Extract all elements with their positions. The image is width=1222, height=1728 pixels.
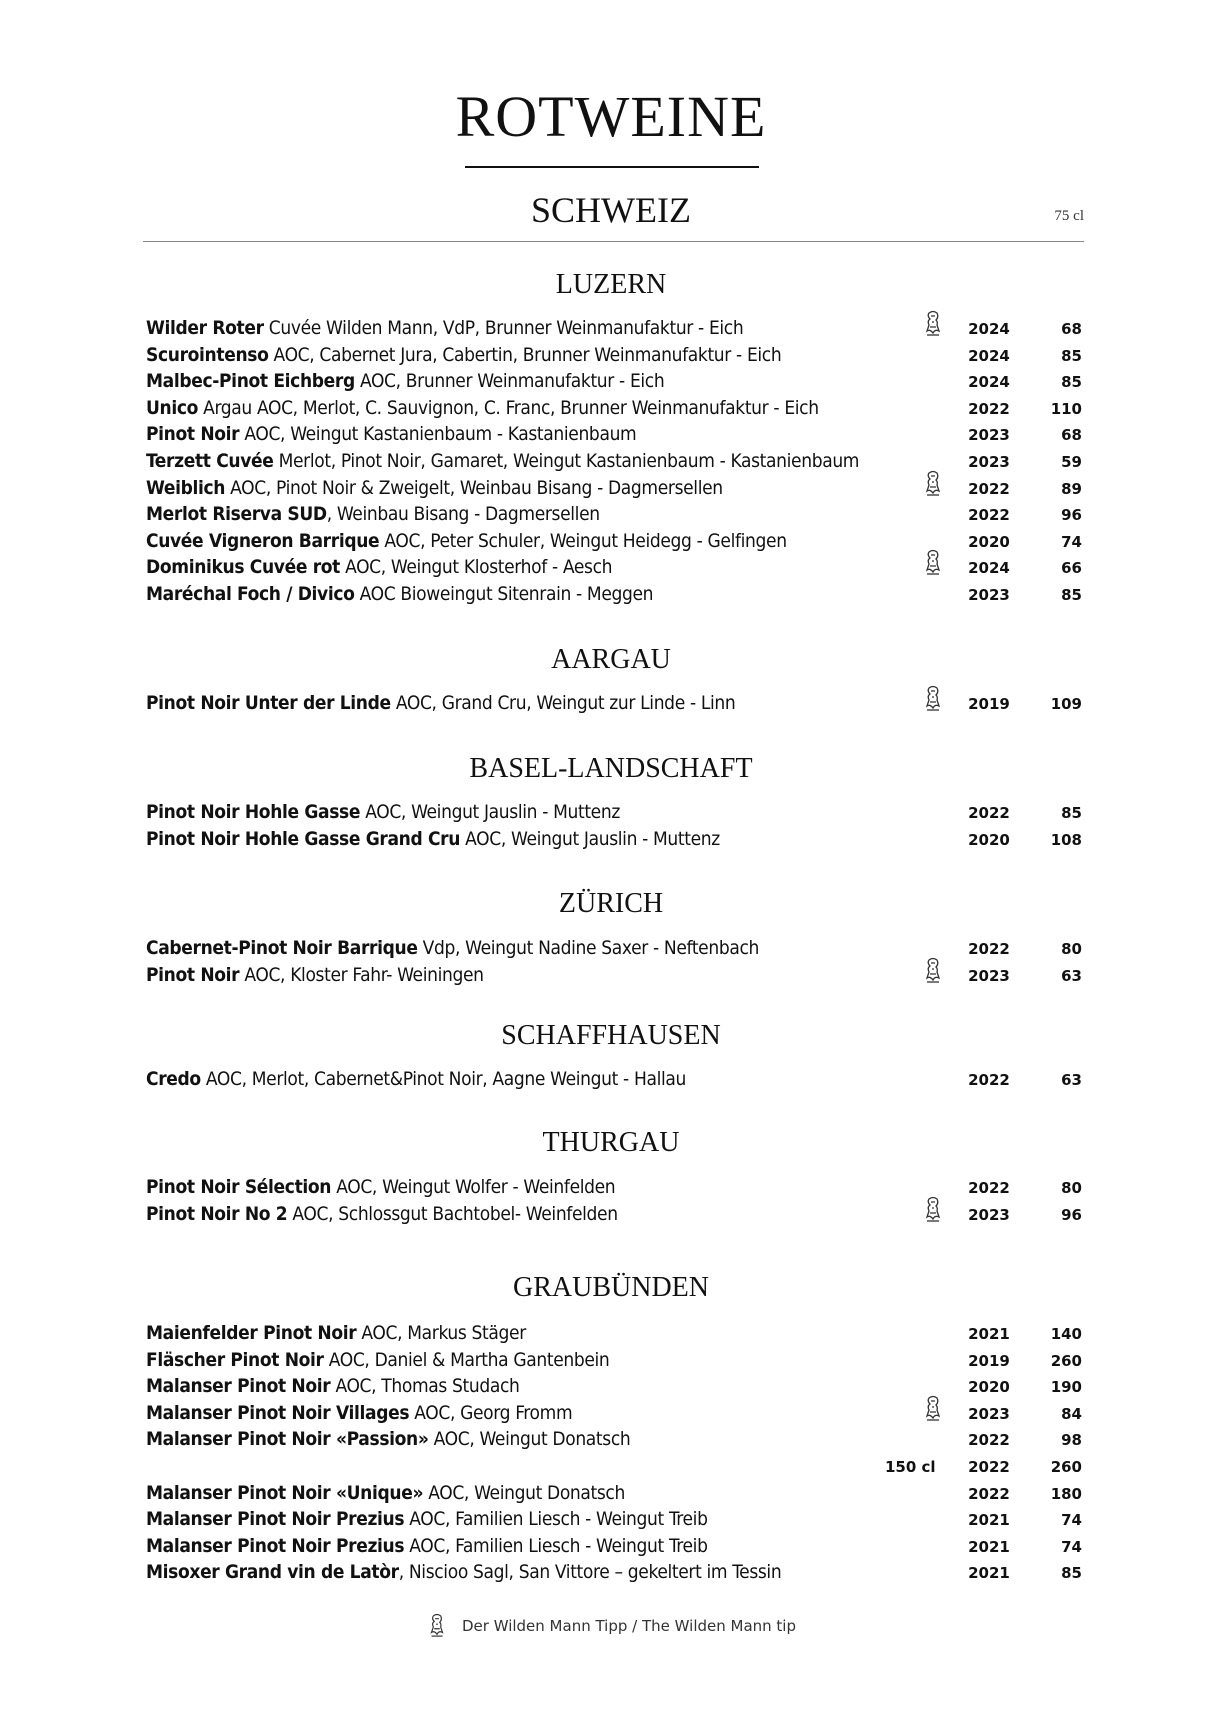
wine-name: Pinot Noir — [146, 964, 240, 986]
wine-row — [0, 1480, 1222, 1506]
wine-name: Malbec-Pinot Eichberg — [146, 370, 355, 392]
wine-price: 85 — [1061, 804, 1082, 822]
wine-description — [146, 1400, 572, 1426]
wine-vintage: 2024 — [968, 320, 1010, 338]
wine-name: Merlot Riserva SUD — [146, 503, 327, 525]
wine-row — [0, 1453, 1222, 1479]
wine-vintage: 2024 — [968, 559, 1010, 577]
wine-row — [0, 1533, 1222, 1559]
wine-price: 190 — [1050, 1378, 1082, 1396]
wine-row — [0, 826, 1222, 852]
wine-name: Wilder Roter — [146, 317, 264, 339]
wine-details: AOC, Weingut Jauslin - Muttenz — [460, 828, 720, 850]
wilden-mann-tip-icon — [921, 684, 945, 714]
wine-name: Pinot Noir Hohle Gasse — [146, 801, 361, 823]
wine-row — [0, 799, 1222, 825]
wine-name: Fläscher Pinot Noir — [146, 1349, 324, 1371]
wine-price: 63 — [1061, 967, 1082, 985]
wine-name: Pinot Noir — [146, 423, 240, 445]
wine-row — [0, 1174, 1222, 1200]
wine-price: 74 — [1061, 1511, 1082, 1529]
wine-name: Pinot Noir Unter der Linde — [146, 692, 391, 714]
title-divider — [465, 166, 759, 168]
wine-row — [0, 1066, 1222, 1092]
wine-name: Pinot Noir Sélection — [146, 1176, 332, 1198]
wine-price: 84 — [1061, 1405, 1082, 1423]
wine-vintage: 2023 — [968, 586, 1010, 604]
wine-details: AOC, Weingut Jauslin - Muttenz — [360, 801, 620, 823]
wine-row — [0, 1347, 1222, 1373]
wine-details: AOC, Schlossgut Bachtobel- Weinfelden — [287, 1203, 618, 1225]
wine-vintage: 2023 — [968, 426, 1010, 444]
wine-name: Malanser Pinot Noir — [146, 1375, 331, 1397]
wine-name: Misoxer Grand vin de Latòr — [146, 1561, 399, 1583]
wine-name: Malanser Pinot Noir «Passion» — [146, 1428, 429, 1450]
wine-details: AOC, Georg Fromm — [409, 1402, 573, 1424]
wine-vintage: 2022 — [968, 1431, 1010, 1449]
region-heading-aargau: AARGAU — [551, 644, 671, 675]
wine-details: AOC, Familien Liesch - Weingut Treib — [404, 1535, 708, 1557]
wilden-mann-tip-icon — [921, 309, 945, 339]
wine-price: 85 — [1061, 1564, 1082, 1582]
wine-price: 80 — [1061, 940, 1082, 958]
wine-price: 74 — [1061, 533, 1082, 551]
wine-description — [146, 342, 781, 368]
wine-description — [146, 1201, 618, 1227]
wine-description — [146, 1506, 708, 1532]
wine-vintage: 2020 — [968, 533, 1010, 551]
wine-details: Merlot, Pinot Noir, Gamaret, Weingut Kastanienbaum - Kastanienbaum — [273, 450, 860, 472]
wine-details: AOC, Brunner Weinmanufaktur - Eich — [354, 370, 665, 392]
wine-vintage: 2020 — [968, 1378, 1010, 1396]
wine-details: AOC, Weingut Klosterhof - Aesch — [340, 556, 613, 578]
wine-row — [0, 1320, 1222, 1346]
wine-description — [146, 368, 664, 394]
wine-details: Vdp, Weingut Nadine Saxer - Neftenbach — [417, 937, 759, 959]
wine-description — [146, 421, 636, 447]
wine-price: 85 — [1061, 347, 1082, 365]
wine-details: AOC, Weingut Wolfer - Weinfelden — [331, 1176, 616, 1198]
wine-description — [146, 554, 612, 580]
wine-name: Maréchal Foch / Divico — [146, 583, 355, 605]
wine-row — [0, 581, 1222, 607]
wine-name: Pinot Noir Hohle Gasse Grand Cru — [146, 828, 461, 850]
wine-vintage: 2022 — [968, 804, 1010, 822]
wine-price: 96 — [1061, 506, 1082, 524]
wine-description — [146, 1480, 625, 1506]
wine-description — [146, 690, 735, 716]
wine-price: 63 — [1061, 1071, 1082, 1089]
wine-row — [0, 690, 1222, 716]
wine-details: AOC, Kloster Fahr- Weiningen — [239, 964, 484, 986]
wine-row — [0, 935, 1222, 961]
wine-details: AOC, Grand Cru, Weingut zur Linde - Linn — [390, 692, 736, 714]
wilden-mann-tip-icon — [921, 956, 945, 986]
wine-row — [0, 501, 1222, 527]
region-heading-thurgau: THURGAU — [542, 1127, 680, 1158]
wine-price: 180 — [1050, 1485, 1082, 1503]
wine-name: Cabernet-Pinot Noir Barrique — [146, 937, 418, 959]
wine-vintage: 2021 — [968, 1564, 1010, 1582]
wine-details: AOC, Peter Schuler, Weingut Heidegg - Gelfingen — [379, 530, 787, 552]
wine-description — [146, 1320, 526, 1346]
wine-price: 260 — [1050, 1458, 1082, 1476]
wine-row — [0, 368, 1222, 394]
wine-row — [0, 1373, 1222, 1399]
wine-description — [146, 962, 484, 988]
wine-description — [146, 315, 743, 341]
wine-details: AOC, Weingut Kastanienbaum - Kastanienbaum — [239, 423, 637, 445]
wine-name: Maienfelder Pinot Noir — [146, 1322, 357, 1344]
wine-name: Cuvée Vigneron Barrique — [146, 530, 380, 552]
wine-vintage: 2020 — [968, 831, 1010, 849]
wine-price: 89 — [1061, 480, 1082, 498]
wine-vintage: 2022 — [968, 1071, 1010, 1089]
wine-vintage: 2023 — [968, 453, 1010, 471]
wine-description — [146, 1559, 781, 1585]
wine-row — [0, 1201, 1222, 1227]
bottle-size: 150 cl — [885, 1458, 936, 1476]
wine-description — [146, 528, 787, 554]
wine-details: AOC, Markus Stäger — [356, 1322, 526, 1344]
wine-description — [146, 581, 653, 607]
wilden-mann-tip-icon — [921, 1195, 945, 1225]
wine-price: 98 — [1061, 1431, 1082, 1449]
wine-vintage: 2022 — [968, 506, 1010, 524]
wine-description — [146, 799, 620, 825]
region-heading-luzern: LUZERN — [555, 269, 667, 300]
region-heading-z-rich: ZÜRICH — [558, 888, 664, 919]
wine-vintage: 2021 — [968, 1538, 1010, 1556]
wine-details: AOC, Pinot Noir & Zweigelt, Weinbau Bisang - Dagmersellen — [225, 477, 723, 499]
wine-vintage: 2022 — [968, 1179, 1010, 1197]
wine-row — [0, 315, 1222, 341]
wine-price: 85 — [1061, 373, 1082, 391]
wine-row — [0, 342, 1222, 368]
wine-price: 140 — [1050, 1325, 1082, 1343]
wine-description — [146, 826, 720, 852]
wine-details: AOC, Thomas Studach — [330, 1375, 520, 1397]
wine-price: 68 — [1061, 426, 1082, 444]
wine-details: AOC, Cabernet Jura, Cabertin, Brunner Weinmanufaktur - Eich — [268, 344, 782, 366]
wine-row — [0, 554, 1222, 580]
wine-details: Argau AOC, Merlot, C. Sauvignon, C. Franc, Brunner Weinmanufaktur - Eich — [198, 397, 819, 419]
wine-price: 66 — [1061, 559, 1082, 577]
wine-details: AOC, Weingut Donatsch — [428, 1428, 631, 1450]
wine-row — [0, 421, 1222, 447]
wine-vintage: 2023 — [968, 1206, 1010, 1224]
country-heading: SCHWEIZ — [531, 190, 691, 230]
wine-row — [0, 475, 1222, 501]
wine-name: Malanser Pinot Noir Prezius — [146, 1535, 405, 1557]
wine-description — [146, 1066, 686, 1092]
wine-vintage: 2023 — [968, 967, 1010, 985]
wine-price: 68 — [1061, 320, 1082, 338]
page-title: ROTWEINE — [455, 84, 767, 149]
wine-row — [0, 1506, 1222, 1532]
wine-vintage: 2019 — [968, 1352, 1010, 1370]
wine-details: AOC, Familien Liesch - Weingut Treib — [404, 1508, 708, 1530]
wine-price: 96 — [1061, 1206, 1082, 1224]
wine-description — [146, 1347, 609, 1373]
legend-text: Der Wilden Mann Tipp / The Wilden Mann tip — [461, 1617, 796, 1635]
wine-row — [0, 448, 1222, 474]
wine-name: Weiblich — [146, 477, 226, 499]
region-heading-schaffhausen: SCHAFFHAUSEN — [501, 1020, 721, 1051]
wine-vintage: 2019 — [968, 695, 1010, 713]
wilden-mann-tip-icon — [921, 548, 945, 578]
region-heading-basel-landschaft: BASEL-LANDSCHAFT — [469, 753, 753, 784]
wine-price: 74 — [1061, 1538, 1082, 1556]
wine-description — [146, 395, 819, 421]
wine-name: Terzett Cuvée — [146, 450, 274, 472]
wine-description — [146, 935, 759, 961]
wine-price: 59 — [1061, 453, 1082, 471]
wine-name: Dominikus Cuvée rot — [146, 556, 340, 578]
wine-price: 110 — [1050, 400, 1082, 418]
wine-description — [146, 475, 723, 501]
wine-name: Malanser Pinot Noir Villages — [146, 1402, 410, 1424]
wine-description — [146, 1373, 520, 1399]
wine-description — [146, 448, 859, 474]
wine-name: Malanser Pinot Noir «Unique» — [146, 1482, 424, 1504]
wine-vintage: 2022 — [968, 940, 1010, 958]
wine-name: Malanser Pinot Noir Prezius — [146, 1508, 405, 1530]
wine-details: Cuvée Wilden Mann, VdP, Brunner Weinmanufaktur - Eich — [263, 317, 744, 339]
wine-details: , Niscioo Sagl, San Vittore – gekeltert im Tessin — [398, 1561, 782, 1583]
wine-price: 260 — [1050, 1352, 1082, 1370]
wine-description — [146, 501, 600, 527]
wine-name: Pinot Noir No 2 — [146, 1203, 288, 1225]
wine-vintage: 2022 — [968, 1485, 1010, 1503]
wine-vintage: 2021 — [968, 1511, 1010, 1529]
volume-label: 75 cl — [1054, 208, 1084, 224]
wine-name: Scurointenso — [146, 344, 269, 366]
region-heading-graub-nden: GRAUBÜNDEN — [513, 1272, 709, 1303]
wilden-mann-tip-icon — [921, 469, 945, 499]
wine-name: Credo — [146, 1068, 201, 1090]
wine-vintage: 2022 — [968, 400, 1010, 418]
wine-description — [146, 1533, 708, 1559]
wine-vintage: 2023 — [968, 1405, 1010, 1423]
legend — [0, 1612, 1222, 1642]
wine-row — [0, 1400, 1222, 1426]
wine-row — [0, 395, 1222, 421]
wine-details: AOC Bioweingut Sitenrain - Meggen — [354, 583, 654, 605]
wine-details: AOC, Daniel & Martha Gantenbein — [323, 1349, 610, 1371]
wilden-mann-tip-icon — [921, 1394, 945, 1424]
wine-vintage: 2022 — [968, 480, 1010, 498]
wine-price: 109 — [1050, 695, 1082, 713]
wine-price: 108 — [1050, 831, 1082, 849]
wine-price: 85 — [1061, 586, 1082, 604]
wine-row — [0, 962, 1222, 988]
wine-price: 80 — [1061, 1179, 1082, 1197]
wine-details: AOC, Merlot, Cabernet&Pinot Noir, Aagne Weingut - Hallau — [200, 1068, 686, 1090]
wine-vintage: 2024 — [968, 347, 1010, 365]
wine-description — [146, 1174, 615, 1200]
wilden-mann-tip-icon — [426, 1612, 448, 1640]
wine-vintage: 2024 — [968, 373, 1010, 391]
wine-vintage: 2021 — [968, 1325, 1010, 1343]
wine-vintage: 2022 — [968, 1458, 1010, 1476]
wine-row — [0, 528, 1222, 554]
wine-description — [146, 1426, 630, 1452]
wine-row — [0, 1559, 1222, 1585]
wine-details: , Weinbau Bisang - Dagmersellen — [326, 503, 600, 525]
wine-details: AOC, Weingut Donatsch — [423, 1482, 625, 1504]
country-divider — [143, 241, 1084, 242]
wine-name: Unico — [146, 397, 199, 419]
wine-row — [0, 1426, 1222, 1452]
